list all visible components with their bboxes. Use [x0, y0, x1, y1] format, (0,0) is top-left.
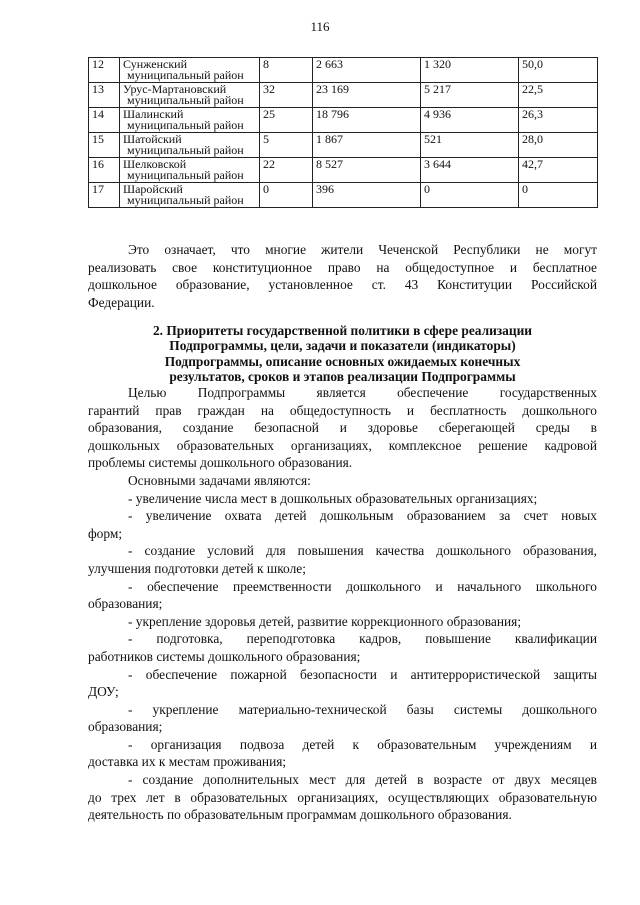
intro-paragraph — [88, 241, 597, 311]
district-type: муниципальный район — [127, 168, 244, 182]
tasks-intro: Основными задачами являются: — [128, 472, 311, 488]
task-line: - обеспечение преемственности дошкольного и начального школьного — [128, 578, 597, 594]
district-name-cell — [120, 58, 260, 83]
district-type: муниципальный район — [127, 68, 244, 82]
paragraph-line: образования, создание безопасной и здоровье сберегающей среды в — [88, 420, 597, 436]
task-line: - увеличение числа мест в дошкольных образовательных организациях; — [128, 490, 538, 506]
paragraph-line: гарантий прав граждан на общедоступность и бесплатность дошкольного — [88, 402, 597, 418]
value-cell: 4 936 — [421, 108, 519, 133]
value-cell: 8 527 — [313, 158, 421, 183]
task-line: - обеспечение пожарной безопасности и антитеррористической защиты — [128, 666, 597, 682]
paragraph-line: дошкольных образовательных организациях, комплексное решение кадровой — [88, 437, 597, 453]
table-row — [89, 133, 598, 158]
section-heading — [88, 323, 597, 385]
paragraph-line: проблемы системы дошкольного образования. — [88, 455, 353, 471]
row-number-cell: 12 — [89, 58, 120, 83]
heading-line: 2. Приоритеты государственной политики в сфере реализации — [152, 323, 533, 338]
task-line: работников системы дошкольного образования; — [88, 648, 361, 664]
district-name-cell — [120, 183, 260, 208]
value-cell: 396 — [313, 183, 421, 208]
task-line: образования; — [88, 719, 163, 735]
task-line: - укрепление материально-технической базы системы дошкольного — [128, 701, 597, 717]
value-cell: 3 644 — [421, 158, 519, 183]
heading-line: Подпрограммы, описание основных ожидаемых конечных — [164, 353, 521, 369]
district-name: Шаройский — [123, 182, 183, 196]
value-cell: 8 — [260, 58, 313, 83]
paragraph-line: Это означает, что многие жители Чеченской Республики не могут — [128, 242, 597, 257]
value-cell: 5 — [260, 133, 313, 158]
task-line: - подготовка, переподготовка кадров, повышение квалификации — [128, 631, 597, 647]
district-name-cell — [120, 158, 260, 183]
percent-cell: 28,0 — [519, 133, 598, 158]
district-name: Сунженский — [123, 57, 188, 71]
heading-line: результатов, сроков и этапов реализации Подпрограммы — [169, 369, 516, 385]
table-row — [89, 83, 598, 108]
task-line: образования; — [88, 596, 163, 612]
district-name: Урус-Мартановский — [123, 82, 227, 96]
value-cell: 22 — [260, 158, 313, 183]
paragraph-line: Федерации. — [88, 294, 155, 310]
row-number-cell: 15 — [89, 133, 120, 158]
district-type: муниципальный район — [127, 118, 244, 132]
district-name-cell — [120, 133, 260, 158]
task-line: улучшения подготовки детей к школе; — [88, 560, 306, 576]
district-name: Шалинский — [123, 107, 184, 121]
value-cell: 25 — [260, 108, 313, 133]
task-line: - организация подвоза детей к образовательным учреждениям и — [128, 736, 597, 752]
task-line: - создание дополнительных мест для детей в возрасте от двух месяцев — [128, 772, 597, 788]
district-name-cell — [120, 108, 260, 133]
task-line: - укрепление здоровья детей, развитие коррекционного образования; — [128, 613, 522, 629]
table-row — [89, 108, 598, 133]
statistics-table — [88, 57, 598, 208]
task-line: - увеличение охвата детей дошкольным образованием за счет новых — [128, 508, 597, 524]
row-number-cell: 14 — [89, 108, 120, 133]
task-line: - создание условий для повышения качества дошкольного образования, — [128, 543, 597, 559]
table-row — [89, 183, 598, 208]
value-cell: 1 320 — [421, 58, 519, 83]
value-cell: 521 — [421, 133, 519, 158]
heading-line: Подпрограммы, цели, задачи и показатели (индикаторы) — [169, 338, 516, 354]
percent-cell: 42,7 — [519, 158, 598, 183]
district-type: муниципальный район — [127, 93, 244, 107]
district-type: муниципальный район — [127, 143, 244, 157]
row-number-cell: 16 — [89, 158, 120, 183]
district-name: Шатойский — [123, 132, 182, 146]
section-body — [88, 384, 597, 824]
task-line: форм; — [88, 525, 123, 541]
percent-cell: 50,0 — [519, 58, 598, 83]
district-name-cell — [120, 83, 260, 108]
percent-cell: 26,3 — [519, 108, 598, 133]
district-type: муниципальный район — [127, 193, 244, 207]
row-number-cell: 13 — [89, 83, 120, 108]
table-row — [89, 158, 598, 183]
paragraph-line: Целью Подпрограммы является обеспечение государственных — [128, 385, 597, 400]
paragraph-line: дошкольное образование, установленное ст. 43 Конституции Российской — [88, 277, 597, 293]
table-body — [89, 58, 598, 208]
page-number: 116 — [310, 19, 330, 34]
value-cell: 32 — [260, 83, 313, 108]
value-cell: 18 796 — [313, 108, 421, 133]
value-cell: 2 663 — [313, 58, 421, 83]
value-cell: 1 867 — [313, 133, 421, 158]
task-line: деятельность по образовательным программам дошкольного образования. — [88, 807, 512, 823]
table-row — [89, 58, 598, 83]
value-cell: 0 — [421, 183, 519, 208]
percent-cell: 0 — [519, 183, 598, 208]
row-number-cell: 17 — [89, 183, 120, 208]
percent-cell: 22,5 — [519, 83, 598, 108]
task-line: ДОУ; — [88, 684, 119, 700]
value-cell: 5 217 — [421, 83, 519, 108]
task-line: до трех лет в образовательных организациях, осуществляющих образовательную — [88, 789, 597, 805]
paragraph-line: реализовать свое конституционное право на общедоступное и бесплатное — [88, 259, 597, 275]
value-cell: 23 169 — [313, 83, 421, 108]
district-name: Шелковской — [123, 157, 187, 171]
task-line: доставка их к местам проживания; — [88, 754, 287, 770]
value-cell: 0 — [260, 183, 313, 208]
